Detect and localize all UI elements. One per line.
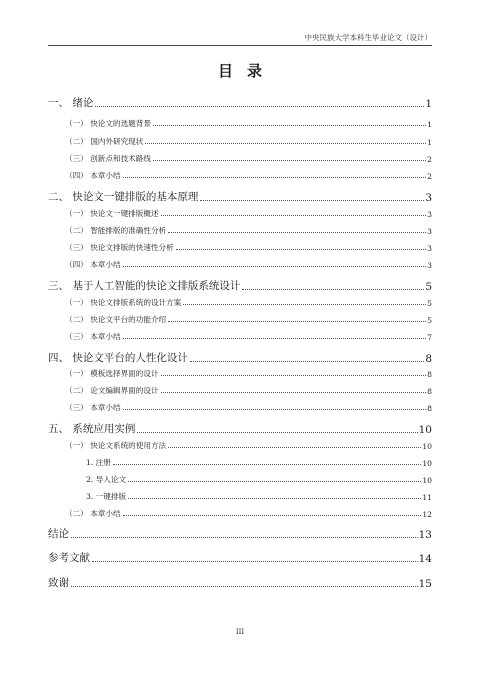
toc-dot-leader xyxy=(95,106,424,107)
toc-entry-label: （三） 本章小结 xyxy=(65,332,121,341)
toc-entry-page: 2 xyxy=(427,172,432,181)
toc-dot-leader xyxy=(168,232,426,233)
toc-dot-leader xyxy=(123,177,427,178)
toc-dot-leader xyxy=(113,464,421,465)
toc-entry[interactable] xyxy=(65,385,432,396)
toc-entry[interactable] xyxy=(48,279,432,293)
toc-entry-label: （一） 快论文的选题背景 xyxy=(65,119,151,128)
toc-entry-page: 10 xyxy=(418,424,432,436)
toc-entry[interactable] xyxy=(65,242,432,253)
toc-dot-leader xyxy=(128,481,421,482)
toc-entry-page: 3 xyxy=(427,244,432,253)
toc-entry-page: 3 xyxy=(425,192,432,204)
toc-entry[interactable] xyxy=(48,551,432,565)
toc-dot-leader xyxy=(161,215,427,216)
toc-dot-leader xyxy=(123,409,427,410)
toc-entry[interactable] xyxy=(86,457,432,468)
toc-entry-page: 3 xyxy=(427,210,432,219)
toc-entry-label: （一） 快论文一键排版概述 xyxy=(65,209,159,218)
toc-dot-leader xyxy=(242,289,424,290)
toc-entry-page: 8 xyxy=(427,404,432,413)
toc-entry-page: 10 xyxy=(422,476,432,485)
toc-entry[interactable] xyxy=(65,153,432,164)
toc-entry-page: 5 xyxy=(427,316,432,325)
toc-entry[interactable] xyxy=(86,491,432,502)
toc-dot-leader xyxy=(200,200,424,201)
toc-entry-label: 致谢 xyxy=(48,577,69,589)
toc-entry-page: 10 xyxy=(422,442,432,451)
toc-entry-label: （二） 快论文平台的功能介绍 xyxy=(65,315,167,324)
toc-entry-page: 12 xyxy=(422,510,432,519)
toc-entry[interactable] xyxy=(65,297,432,308)
toc-dot-leader xyxy=(123,266,427,267)
toc-entry-label: 1. 注册 xyxy=(86,458,111,467)
toc-entry[interactable] xyxy=(48,422,432,436)
toc-entry-label: （一） 快论文排版系统的设计方案 xyxy=(65,298,182,307)
running-header: 中央民族大学本科生毕业论文（设计） xyxy=(304,33,432,42)
toc-entry-page: 15 xyxy=(418,578,432,590)
toc-entry-label: （四） 本章小结 xyxy=(65,260,121,269)
toc-dot-leader xyxy=(71,537,418,538)
toc-entry[interactable] xyxy=(65,508,432,519)
toc-entry-label: （四） 本章小结 xyxy=(65,171,121,180)
toc-dot-leader xyxy=(123,338,427,339)
toc-entry-page: 1 xyxy=(427,138,432,147)
toc-entry[interactable] xyxy=(65,208,432,219)
toc-entry-page: 2 xyxy=(427,155,432,164)
toc-entry[interactable] xyxy=(65,170,432,181)
toc-entry-label: 三、 基于人工智能的快论文排版系统设计 xyxy=(48,280,241,292)
toc-entry[interactable] xyxy=(48,96,432,110)
toc-dot-leader xyxy=(161,375,427,376)
toc-dot-leader xyxy=(168,447,421,448)
toc-entry[interactable] xyxy=(65,368,432,379)
toc-entry-page: 8 xyxy=(427,370,432,379)
toc-entry-page: 5 xyxy=(427,299,432,308)
toc-entry-label: （二） 本章小结 xyxy=(65,509,121,518)
toc-entry-label: （二） 国内外研究现状 xyxy=(65,137,144,146)
toc-dot-leader xyxy=(71,586,418,587)
toc-entry-page: 11 xyxy=(422,493,432,502)
toc-dot-leader xyxy=(145,143,426,144)
toc-entry[interactable] xyxy=(65,118,432,129)
toc-entry[interactable] xyxy=(65,402,432,413)
toc-entry-page: 1 xyxy=(425,98,432,110)
toc-entry-page: 1 xyxy=(427,120,432,129)
toc-dot-leader xyxy=(176,249,426,250)
toc-entry-label: （三） 快论文排版的快速性分析 xyxy=(65,243,174,252)
toc-entry-page: 8 xyxy=(425,353,432,365)
toc-entry-page: 8 xyxy=(427,387,432,396)
toc-entry-page: 14 xyxy=(418,553,432,565)
toc-entry-label: 四、 快论文平台的人性化设计 xyxy=(48,352,188,364)
toc-dot-leader xyxy=(168,321,426,322)
toc-entry[interactable] xyxy=(65,314,432,325)
toc-entry-label: 3. 一键排版 xyxy=(86,492,127,501)
toc-entry-label: （一） 模板选择界面的设计 xyxy=(65,369,159,378)
toc-dot-leader xyxy=(92,561,418,562)
toc-entry[interactable] xyxy=(65,136,432,147)
toc-dot-leader xyxy=(161,392,427,393)
toc-entry[interactable] xyxy=(65,331,432,342)
toc-entry-page: 10 xyxy=(422,459,432,468)
toc-entry-label: 一、 绪论 xyxy=(48,97,94,109)
toc-dot-leader xyxy=(128,498,421,499)
toc-entry-page: 3 xyxy=(427,227,432,236)
toc-entry-label: （三） 本章小结 xyxy=(65,403,121,412)
toc-dot-leader xyxy=(153,160,426,161)
page-number: III xyxy=(235,628,245,636)
toc-dot-leader xyxy=(153,125,426,126)
toc-entry[interactable] xyxy=(48,190,432,204)
toc-entry-label: 五、 系统应用实例 xyxy=(48,423,136,435)
toc-dot-leader xyxy=(190,361,424,362)
toc-entry-label: （二） 智能排版的准确性分析 xyxy=(65,226,167,235)
toc-entry-label: 结论 xyxy=(48,528,69,540)
toc-entry[interactable] xyxy=(86,474,432,485)
toc-dot-leader xyxy=(183,304,426,305)
toc-entry[interactable] xyxy=(48,527,432,541)
toc-entry-page: 13 xyxy=(418,529,432,541)
toc-dot-leader xyxy=(137,432,417,433)
toc-entry-page: 3 xyxy=(427,261,432,270)
toc-entry[interactable] xyxy=(48,351,432,365)
page-title: 目录 xyxy=(217,62,276,80)
toc-entry[interactable] xyxy=(65,440,432,451)
toc-entry[interactable] xyxy=(65,225,432,236)
toc-entry-label: （一） 快论文系统的使用方法 xyxy=(65,441,167,450)
toc-entry[interactable] xyxy=(65,259,432,270)
toc-entry-label: 参考文献 xyxy=(48,552,90,564)
toc-entry-label: （三） 创新点和技术路线 xyxy=(65,154,151,163)
toc-entry-label: 2. 导入论文 xyxy=(86,475,127,484)
toc-entry-label: 二、 快论文一键排版的基本原理 xyxy=(48,191,199,203)
toc-entry[interactable] xyxy=(48,576,432,590)
toc-entry-label: （二） 论文编辑界面的设计 xyxy=(65,386,159,395)
toc-entry-page: 7 xyxy=(427,333,432,342)
toc-entry-page: 5 xyxy=(425,281,432,293)
toc-dot-leader xyxy=(123,515,422,516)
